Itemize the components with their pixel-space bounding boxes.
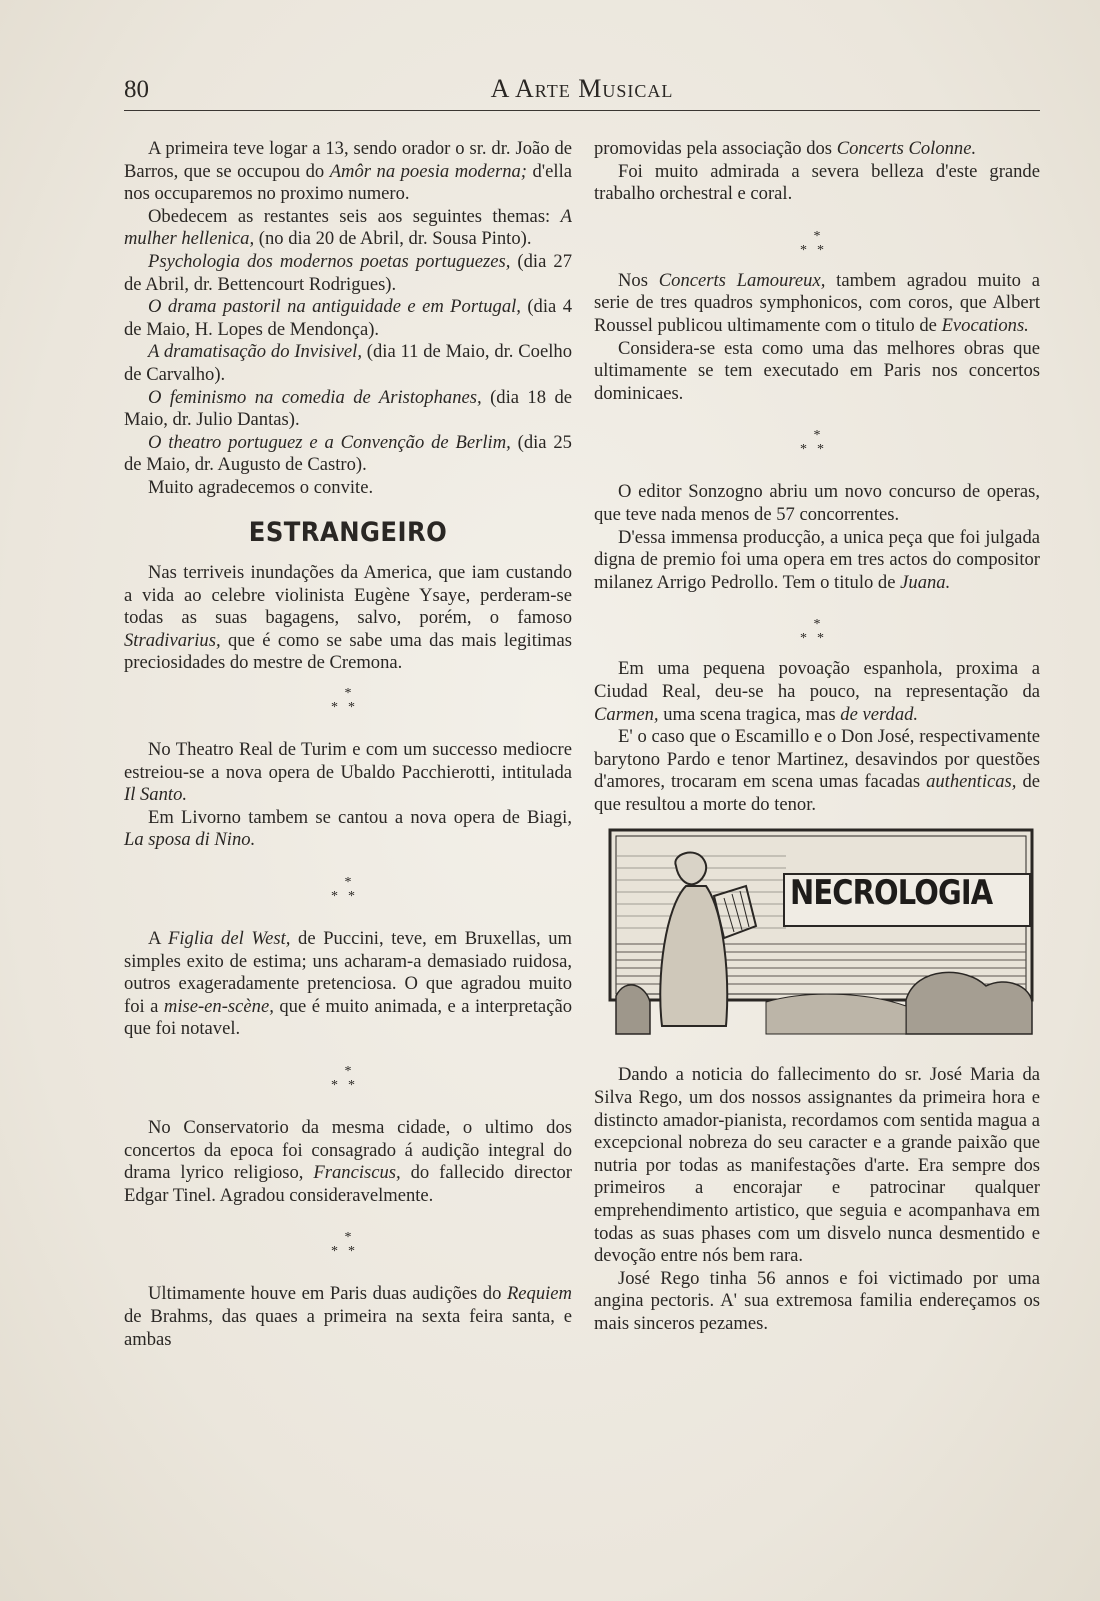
asterism: * ** [331, 1064, 365, 1093]
paragraph: Psychologia dos modernos poetas portuguezes, (dia 27 de Abril, dr. Bettencourt Rodrigues). [124, 250, 572, 295]
paragraph: O drama pastoril na antiguidade e em Portugal, (dia 4 de Maio, H. Lopes de Mendonça). [124, 296, 572, 340]
paragraph: Foi muito admirada a severa belleza d'este grande trabalho orchestral e coral. [594, 160, 1040, 205]
section-title: ESTRANGEIRO [248, 516, 448, 548]
necrology-title: NECROLOGIA [790, 873, 993, 914]
paragraph: O editor Sonzogno abriu um novo concurso de operas, que teve nada menos de 57 concorrentes. [594, 481, 1040, 525]
asterism: * ** [331, 875, 365, 905]
page-header [124, 72, 1040, 112]
asterism: * ** [331, 1230, 365, 1260]
paragraph: No Conservatorio da mesma cidade, o ultimo dos concertos da epoca foi consagrado á audição integral do drama lyrico religioso, Franciscus, do fallecido director Edgar Tinel. Agradou consideravelmente. [124, 1117, 572, 1206]
paragraph: D'essa immensa producção, a unica peça que foi julgada digna de premio foi uma opera em tres actos do compositor milanez Arrigo Pedrollo. Tem o titulo de Juana. [594, 526, 1040, 593]
paragraph: Obedecem as restantes seis aos seguintes themas: A mulher hellenica, (no dia 20 de Abril, dr. Sousa Pinto). [124, 205, 572, 250]
necrology-banner [606, 826, 1036, 1038]
paragraph: O theatro portuguez e a Convenção de Berlim, (dia 25 de Maio, dr. Augusto de Castro). [124, 431, 572, 476]
paragraph: Em Livorno tambem se cantou a nova opera de Biagi, La sposa di Nino. [124, 806, 572, 851]
page-number: 80 [124, 76, 149, 103]
paragraph: Nas terriveis inundações da America, que iam custando a vida ao celebre violinista Eugène Ysaye, perderam-se todas as suas bagagens, salvo, porém, o famoso Stradivarius, que é como se sabe uma das mais legitimas preciosidades do mestre de Cremona. [124, 562, 572, 674]
paragraph: Considera-se esta como uma das melhores obras que ultimamente se tem executado em Paris nos concertos dominicaes. [594, 337, 1040, 404]
paragraph: No Theatro Real de Turim e com um successo mediocre estreiou-se a nova opera de Ubaldo Pacchierotti, intitulada Il Santo. [124, 739, 572, 806]
paragraph: O feminismo na comedia de Aristophanes, (dia 18 de Maio, dr. Julio Dantas). [124, 386, 573, 431]
paragraph: Em uma pequena povoação espanhola, proxima a Ciudad Real, deu-se ha pouco, na representação da Carmen, uma scena tragica, mas de verdad. [594, 658, 1040, 725]
header-rule [124, 110, 1040, 111]
paragraph: promovidas pela associação dos Concerts Colonne. [594, 138, 977, 159]
left-column [124, 138, 572, 1351]
right-column [594, 138, 1040, 1336]
paragraph: A dramatisação do Invisivel, (dia 11 de Maio, dr. Coelho de Carvalho). [124, 341, 572, 385]
paragraph: Nos Concerts Lamoureux, tambem agradou muito a serie de tres quadros symphonicos, com coros, que Albert Roussel publicou ultimamente com o titulo de Evocations. [594, 269, 1041, 336]
asterism: * ** [331, 686, 365, 716]
necrology-illustration [606, 826, 1036, 1038]
asterism: * ** [800, 228, 834, 258]
paragraph: E' o caso que o Escamillo e o Don José, respectivamente barytono Pardo e tenor Martinez, desavindos por questões d'amores, trocaram em scena umas facadas authenticas, de que resultou a morte do tenor. [594, 726, 1040, 815]
asterism: * ** [800, 428, 834, 458]
paragraph: José Rego tinha 56 annos e foi victimado por uma angina pectoris. A' sua extremosa familia endereçamos os mais sinceros pezames. [594, 1267, 1040, 1334]
paragraph: A Figlia del West, de Puccini, teve, em Bruxellas, um simples exito de estima; uns acharam-a demasiado ruidosa, outros exageradamente pretenciosa. O que agradou muito foi a mise-en-scène, que é muito animada, e a interpretação que foi notavel. [124, 928, 572, 1040]
paragraph: Ultimamente houve em Paris duas audições do Requiem de Brahms, das quaes a primeira na sexta feira santa, e ambas [124, 1283, 572, 1350]
paragraph: Dando a noticia do fallecimento do sr. José Maria da Silva Rego, um dos nossos assignantes da primeira hora e distincto amador-pianista, recordamos com sentida magua a excepcional nobreza do seu caracter e a grande paixão que nutria por todas as manifestações d'arte. Era sempre dos primeiros a encorajar e patrocinar qualquer emprehendimento artistico, que seguia e acompanhava em todas as suas phases com um disvelo nunca desmentido e devoção entre nós bem rara. [594, 1064, 1040, 1267]
running-title: A Arte Musical [490, 74, 674, 103]
paragraph: A primeira teve logar a 13, sendo orador o sr. dr. João de Barros, que se occupou do Amôr na poesia moderna; d'ella nos occuparemos no proximo numero. [124, 138, 572, 205]
asterism: * ** [800, 617, 834, 647]
paragraph: Muito agradecemos o convite. [148, 476, 374, 498]
